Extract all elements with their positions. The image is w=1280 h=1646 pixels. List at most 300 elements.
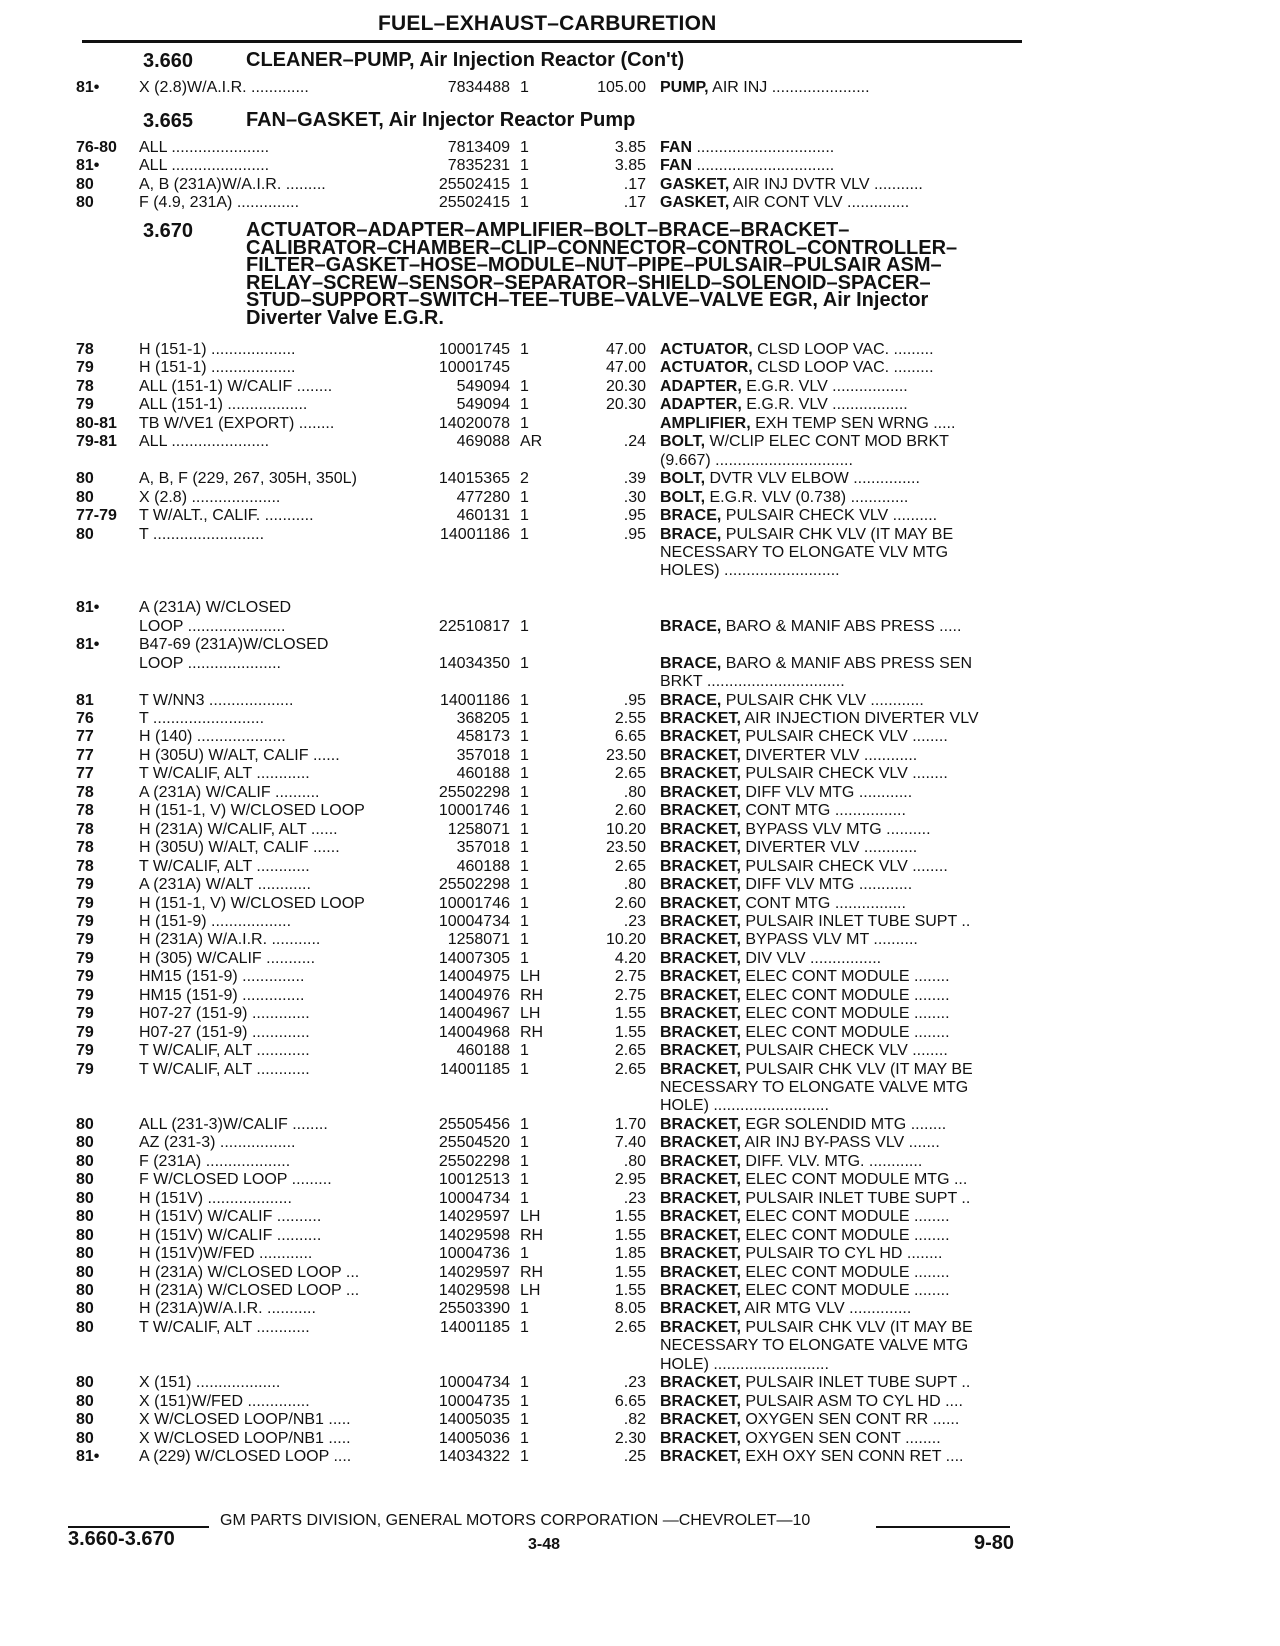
- application: H07-27 (151-9) .............: [139, 1023, 310, 1041]
- part-number: 14001186: [440, 525, 510, 543]
- parts-row: [0, 912, 1280, 931]
- part-detail: W/CLIP ELEC CONT MOD BRKT: [705, 433, 949, 451]
- part-number: 25504520: [438, 1134, 510, 1152]
- parts-row: [0, 506, 1280, 525]
- quantity: 1: [520, 507, 529, 525]
- part-detail: DIFF VLV MTG ............: [740, 783, 913, 801]
- header-rule: [82, 40, 1022, 43]
- parts-row: [0, 1152, 1280, 1171]
- part-name: BOLT,: [660, 470, 706, 488]
- part-name: PUMP,: [660, 79, 709, 96]
- section-title-line: Diverter Valve E.G.R.: [246, 306, 444, 329]
- parts-row: [0, 1281, 1280, 1300]
- part-number: 469088: [456, 433, 510, 451]
- description: [660, 654, 1032, 673]
- model-year: 80: [76, 1281, 94, 1299]
- application: T W/NN3 ...................: [139, 691, 294, 709]
- model-year: 80: [76, 1189, 94, 1207]
- part-number: 14029597: [438, 1208, 510, 1226]
- description: [660, 820, 1032, 839]
- part-detail: PULSAIR INLET TUBE SUPT ..: [740, 1374, 971, 1392]
- part-detail: NECESSARY TO ELONGATE VLV MTG: [660, 543, 949, 561]
- part-name: BRACKET,: [660, 1245, 741, 1263]
- application: B47-69 (231A)W/CLOSED: [139, 636, 329, 654]
- description: [660, 1189, 1032, 1208]
- model-year: 80: [76, 1300, 94, 1318]
- part-name: FAN: [660, 157, 692, 175]
- application: A, B (231A)W/A.I.R. .........: [139, 175, 326, 193]
- parts-row: [0, 1189, 1280, 1208]
- application: A (231A) W/CALIF ..........: [139, 783, 320, 801]
- part-detail: ELEC CONT MODULE ........: [740, 1208, 950, 1226]
- part-number: 460188: [456, 765, 510, 783]
- part-number: 14034322: [438, 1448, 510, 1465]
- part-name: ACTUATOR,: [660, 341, 753, 358]
- quantity: 1: [520, 931, 529, 949]
- part-name: BRACKET,: [660, 1263, 741, 1281]
- quantity: 1: [520, 1318, 529, 1336]
- part-detail: CONT MTG ................: [740, 894, 906, 912]
- parts-row: [0, 414, 1280, 433]
- part-detail: EXH TEMP SEN WRNG .....: [750, 414, 956, 432]
- description: [660, 894, 1032, 913]
- part-name: BRACKET,: [660, 1171, 741, 1189]
- parts-row: [0, 1318, 1280, 1337]
- part-name: BRACKET,: [660, 1208, 741, 1226]
- application: H (151-1, V) W/CLOSED LOOP: [139, 894, 365, 912]
- quantity: 1: [520, 1374, 529, 1392]
- quantity: 2: [520, 470, 529, 488]
- part-name: BRACKET,: [660, 857, 741, 875]
- model-year: 81•: [76, 599, 100, 617]
- part-number: 14004975: [438, 968, 510, 986]
- price: 2.65: [614, 857, 646, 875]
- part-number: 14029598: [438, 1281, 510, 1299]
- quantity: 1: [520, 1448, 529, 1465]
- quantity: 1: [520, 157, 529, 175]
- footer-section-range: 3.660-3.670: [68, 1528, 175, 1550]
- parts-row: [0, 801, 1280, 820]
- quantity: 1: [520, 949, 529, 967]
- part-number: 14020078: [438, 414, 510, 432]
- part-detail: DIV VLV ................: [740, 949, 882, 967]
- part-number: 25502415: [438, 175, 510, 193]
- application: T W/ALT., CALIF. ...........: [139, 507, 314, 525]
- quantity: AR: [520, 433, 543, 451]
- quantity: 1: [520, 1115, 529, 1133]
- application: F (4.9, 231A) ..............: [139, 194, 300, 212]
- part-name: BRACKET,: [660, 1023, 741, 1041]
- parts-row: [0, 727, 1280, 746]
- parts-row: [0, 691, 1280, 710]
- part-number: 1258071: [447, 931, 510, 949]
- quantity: 1: [520, 691, 529, 709]
- parts-row: [0, 894, 1280, 913]
- application: X (151) ...................: [139, 1374, 281, 1392]
- application: LOOP ......................: [139, 617, 286, 635]
- price: .23: [623, 1189, 646, 1207]
- quantity: LH: [520, 968, 541, 986]
- price: 20.30: [605, 377, 646, 395]
- price: 3.85: [614, 139, 646, 156]
- part-name: ADAPTER,: [660, 377, 742, 395]
- quantity: 1: [520, 1171, 529, 1189]
- footer-page-number: 3-48: [528, 1536, 561, 1553]
- parts-row: [0, 838, 1280, 857]
- price: 1.55: [614, 1005, 646, 1023]
- quantity: 1: [520, 857, 529, 875]
- parts-row: [0, 1170, 1280, 1189]
- quantity: 1: [520, 894, 529, 912]
- price: 2.60: [614, 802, 646, 820]
- part-detail: OXYGEN SEN CONT ........: [740, 1429, 941, 1447]
- page-header-title: FUEL–EXHAUST–CARBURETION: [378, 12, 717, 35]
- part-name: BRACKET,: [660, 1318, 741, 1336]
- part-name: BRACKET,: [660, 820, 741, 838]
- model-year: 79: [76, 876, 94, 894]
- part-detail: ELEC CONT MODULE ........: [740, 986, 950, 1004]
- part-number: 10004736: [438, 1245, 510, 1263]
- part-detail: PULSAIR CHECK VLV ........: [740, 728, 948, 746]
- model-year: 79: [76, 949, 94, 967]
- model-year: 81: [76, 691, 94, 709]
- description: [660, 358, 1032, 377]
- price: 2.95: [614, 1171, 646, 1189]
- part-number: 460131: [456, 507, 510, 525]
- quantity: 1: [520, 1152, 529, 1170]
- application: ALL (151-1) ..................: [139, 396, 308, 414]
- description: [660, 1152, 1032, 1171]
- application: H (305U) W/ALT, CALIF ......: [139, 746, 340, 764]
- quantity: 1: [520, 377, 529, 395]
- description: [660, 801, 1032, 820]
- part-number: 10001746: [438, 894, 510, 912]
- quantity: 1: [520, 1429, 529, 1447]
- part-number: 14034350: [438, 654, 510, 672]
- model-year: 79-81: [76, 433, 117, 451]
- description: [660, 1392, 1032, 1411]
- part-name: BRACKET,: [660, 802, 741, 820]
- part-detail: PULSAIR INLET TUBE SUPT ..: [740, 1189, 971, 1207]
- part-detail: BARO & MANIF ABS PRESS SEN: [721, 654, 973, 672]
- application: A, B, F (229, 267, 305H, 350L): [139, 470, 357, 488]
- price: 1.55: [614, 1208, 646, 1226]
- part-name: BRACKET,: [660, 1300, 741, 1318]
- part-name: BRACKET,: [660, 968, 741, 986]
- part-name: BRACKET,: [660, 1411, 741, 1429]
- quantity: 1: [520, 488, 529, 506]
- part-name: BRACE,: [660, 691, 722, 709]
- part-detail: BRKT ...............................: [660, 673, 845, 691]
- part-number: 25502298: [438, 876, 510, 894]
- part-name: BRACKET,: [660, 986, 741, 1004]
- part-name: AMPLIFIER,: [660, 414, 751, 432]
- part-number: 477280: [456, 488, 510, 506]
- model-year: 78: [76, 820, 94, 838]
- price: 47.00: [605, 359, 646, 377]
- part-name: BRACKET,: [660, 1374, 741, 1392]
- model-year: 79: [76, 1005, 94, 1023]
- parts-row: [0, 395, 1280, 414]
- parts-row: [0, 1096, 1280, 1115]
- description: [660, 1207, 1032, 1226]
- application: H (231A) W/CALIF, ALT ......: [139, 820, 338, 838]
- application: ALL ......................: [139, 157, 270, 175]
- model-year: 81•: [76, 157, 100, 175]
- model-year: 78: [76, 802, 94, 820]
- application: TB W/VE1 (EXPORT) ........: [139, 414, 335, 432]
- description: [660, 1244, 1032, 1263]
- part-number: 14001185: [440, 1318, 510, 1336]
- part-detail: PULSAIR CHK VLV (IT MAY BE: [740, 1060, 973, 1078]
- parts-row: [0, 78, 1280, 97]
- price: 8.05: [614, 1300, 646, 1318]
- parts-row: [0, 598, 1280, 617]
- part-detail: ...............................: [692, 157, 835, 175]
- application: A (231A) W/ALT ............: [139, 876, 311, 894]
- description: [660, 1060, 1032, 1079]
- quantity: 1: [520, 765, 529, 783]
- application: H (305U) W/ALT, CALIF ......: [139, 839, 340, 857]
- part-detail: DIFF. VLV. MTG. ............: [740, 1152, 923, 1170]
- part-detail: PULSAIR CHK VLV (IT MAY BE: [721, 525, 954, 543]
- model-year: 79: [76, 894, 94, 912]
- quantity: 1: [520, 139, 529, 156]
- price: 1.70: [614, 1115, 646, 1133]
- parts-row: [0, 1060, 1280, 1079]
- description: [660, 949, 1032, 968]
- parts-row: [0, 783, 1280, 802]
- application: ALL ......................: [139, 433, 270, 451]
- part-detail: ...............................: [692, 139, 835, 156]
- part-number: 14029597: [438, 1263, 510, 1281]
- description: [660, 543, 1032, 562]
- model-year: 78: [76, 839, 94, 857]
- application: X (2.8) ....................: [139, 488, 281, 506]
- model-year: 76-80: [76, 139, 117, 156]
- model-year: 79: [76, 1060, 94, 1078]
- part-detail: DIFF VLV MTG ............: [740, 876, 913, 894]
- part-detail: ELEC CONT MODULE ........: [740, 1263, 950, 1281]
- part-name: BRACKET,: [660, 1134, 741, 1152]
- description: [660, 432, 1032, 451]
- price: .25: [623, 1448, 646, 1465]
- price: .23: [623, 1374, 646, 1392]
- price: 10.20: [605, 931, 646, 949]
- price: .23: [623, 912, 646, 930]
- quantity: 1: [520, 396, 529, 414]
- price: .82: [623, 1411, 646, 1429]
- price: .95: [623, 525, 646, 543]
- application: LOOP .....................: [139, 654, 281, 672]
- price: 2.75: [614, 968, 646, 986]
- description: [660, 506, 1032, 525]
- application: H (151V) W/CALIF ..........: [139, 1208, 322, 1226]
- description: [660, 838, 1032, 857]
- part-detail: AIR INJ BY-PASS VLV .......: [740, 1134, 940, 1152]
- description: [660, 1373, 1032, 1392]
- description: [660, 1429, 1032, 1448]
- application: H (140) ....................: [139, 728, 286, 746]
- parts-row: [0, 1299, 1280, 1318]
- parts-row: [0, 617, 1280, 636]
- quantity: 1: [520, 654, 529, 672]
- application: H (151V)W/FED ............: [139, 1245, 313, 1263]
- part-detail: AIR INJ DVTR VLV ...........: [729, 175, 923, 193]
- price: 10.20: [605, 820, 646, 838]
- price: 2.65: [614, 1060, 646, 1078]
- part-detail: DIVERTER VLV ............: [740, 746, 918, 764]
- quantity: 1: [520, 1060, 529, 1078]
- parts-row: [0, 138, 1280, 157]
- quantity: 1: [520, 1245, 529, 1263]
- parts-row: [0, 746, 1280, 765]
- description: [660, 1355, 1032, 1374]
- application: T W/CALIF, ALT ............: [139, 765, 310, 783]
- price: .30: [623, 488, 646, 506]
- parts-row: [0, 469, 1280, 488]
- part-detail: AIR INJECTION DIVERTER VLV: [740, 710, 979, 727]
- model-year: 80: [76, 194, 94, 212]
- part-detail: DVTR VLV ELBOW ...............: [705, 470, 920, 488]
- parts-row: [0, 1004, 1280, 1023]
- description: [660, 156, 1032, 175]
- quantity: 1: [520, 820, 529, 838]
- application: ALL (231-3)W/CALIF ........: [139, 1115, 328, 1133]
- part-name: BRACKET,: [660, 1152, 741, 1170]
- parts-row: [0, 175, 1280, 194]
- parts-row: [0, 1041, 1280, 1060]
- quantity: 1: [520, 912, 529, 930]
- quantity: 1: [520, 802, 529, 820]
- parts-row: [0, 1447, 1280, 1466]
- description: [660, 1281, 1032, 1300]
- price: .17: [623, 194, 646, 212]
- part-name: BRACKET,: [660, 1042, 741, 1060]
- quantity: 1: [520, 876, 529, 894]
- price: 2.65: [614, 1042, 646, 1060]
- model-year: 80: [76, 1411, 94, 1429]
- quantity: 1: [520, 783, 529, 801]
- description: [660, 1004, 1032, 1023]
- price: 1.85: [614, 1245, 646, 1263]
- part-number: 14001186: [440, 691, 510, 709]
- parts-row: [0, 451, 1280, 470]
- part-detail: HOLE) ..........................: [660, 1355, 829, 1373]
- parts-row: [0, 340, 1280, 359]
- application: H (231A) W/CLOSED LOOP ...: [139, 1281, 360, 1299]
- part-number: 14004968: [438, 1023, 510, 1041]
- part-detail: BARO & MANIF ABS PRESS .....: [721, 617, 962, 635]
- parts-row: [0, 156, 1280, 175]
- description: [660, 1336, 1032, 1355]
- part-detail: AIR MTG VLV ..............: [740, 1300, 912, 1318]
- part-number: 7834488: [447, 79, 510, 96]
- application: F W/CLOSED LOOP .........: [139, 1171, 332, 1189]
- part-name: BRACKET,: [660, 1060, 741, 1078]
- quantity: 1: [520, 1042, 529, 1060]
- price: .95: [623, 507, 646, 525]
- description: [660, 193, 1032, 212]
- application: T .........................: [139, 710, 265, 727]
- part-number: 14001185: [440, 1060, 510, 1078]
- part-detail: PULSAIR CHK VLV (IT MAY BE: [740, 1318, 973, 1336]
- description: [660, 617, 1032, 636]
- part-number: 549094: [456, 396, 510, 414]
- part-detail: HOLE) ..........................: [660, 1097, 829, 1115]
- part-name: BRACKET,: [660, 1281, 741, 1299]
- price: 20.30: [605, 396, 646, 414]
- quantity: RH: [520, 1023, 544, 1041]
- description: [660, 709, 1032, 728]
- part-detail: AIR INJ ......................: [708, 79, 870, 96]
- description: [660, 561, 1032, 580]
- part-name: BRACKET,: [660, 894, 741, 912]
- part-number: 10012513: [438, 1171, 510, 1189]
- model-year: 80: [76, 1263, 94, 1281]
- part-detail: BYPASS VLV MTG ..........: [740, 820, 931, 838]
- application: T W/CALIF, ALT ............: [139, 857, 310, 875]
- part-detail: NECESSARY TO ELONGATE VALVE MTG: [660, 1079, 969, 1096]
- part-name: BRACKET,: [660, 839, 741, 857]
- description: [660, 986, 1032, 1005]
- quantity: 1: [520, 525, 529, 543]
- quantity: 1: [520, 839, 529, 857]
- quantity: 1: [520, 175, 529, 193]
- part-detail: PULSAIR INLET TUBE SUPT ..: [740, 912, 971, 930]
- part-detail: NECESSARY TO ELONGATE VALVE MTG: [660, 1337, 969, 1355]
- model-year: 80: [76, 1429, 94, 1447]
- part-detail: PULSAIR CHK VLV ............: [721, 691, 924, 709]
- part-number: 10001745: [438, 359, 510, 377]
- price: 1.55: [614, 1281, 646, 1299]
- section-number: 3.665: [143, 110, 194, 132]
- application: H07-27 (151-9) .............: [139, 1005, 310, 1023]
- parts-row: [0, 1226, 1280, 1245]
- part-detail: BYPASS VLV MT ..........: [740, 931, 918, 949]
- part-number: 14005036: [438, 1429, 510, 1447]
- part-name: BRACKET,: [660, 1226, 741, 1244]
- part-name: BRACKET,: [660, 1005, 741, 1023]
- part-name: BOLT,: [660, 433, 706, 451]
- part-detail: CONT MTG ................: [740, 802, 906, 820]
- section-title-line: FILTER–GASKET–HOSE–MODULE–NUT–PIPE–PULSAIR–PULSAIR ASM–: [246, 254, 942, 276]
- part-detail: OXYGEN SEN CONT RR ......: [740, 1411, 960, 1429]
- application: T .........................: [139, 525, 265, 543]
- description: [660, 1410, 1032, 1429]
- application: ALL (151-1) W/CALIF ........: [139, 377, 333, 395]
- description: [660, 1318, 1032, 1337]
- part-number: 14004976: [438, 986, 510, 1004]
- part-number: 10004734: [438, 912, 510, 930]
- part-name: BRACKET,: [660, 746, 741, 764]
- parts-row: [0, 820, 1280, 839]
- part-number: 549094: [456, 377, 510, 395]
- model-year: 79: [76, 986, 94, 1004]
- quantity: 1: [520, 79, 529, 96]
- part-number: 357018: [456, 746, 510, 764]
- footer-date: 9-80: [974, 1532, 1015, 1554]
- model-year: 79: [76, 968, 94, 986]
- section-number: 3.670: [143, 220, 194, 242]
- part-detail: PULSAIR ASM TO CYL HD ....: [740, 1392, 963, 1410]
- section-title-line: CALIBRATOR–CHAMBER–CLIP–CONNECTOR–CONTROL–CONTROLLER–: [246, 236, 958, 259]
- price: 2.60: [614, 894, 646, 912]
- part-name: BRACKET,: [660, 876, 741, 894]
- section-title-line: STUD–SUPPORT–SWITCH–TEE–TUBE–VALVE–VALVE EGR, Air Injector: [246, 289, 929, 311]
- part-detail: ELEC CONT MODULE ........: [740, 1023, 950, 1041]
- application: X (151)W/FED ..............: [139, 1392, 310, 1410]
